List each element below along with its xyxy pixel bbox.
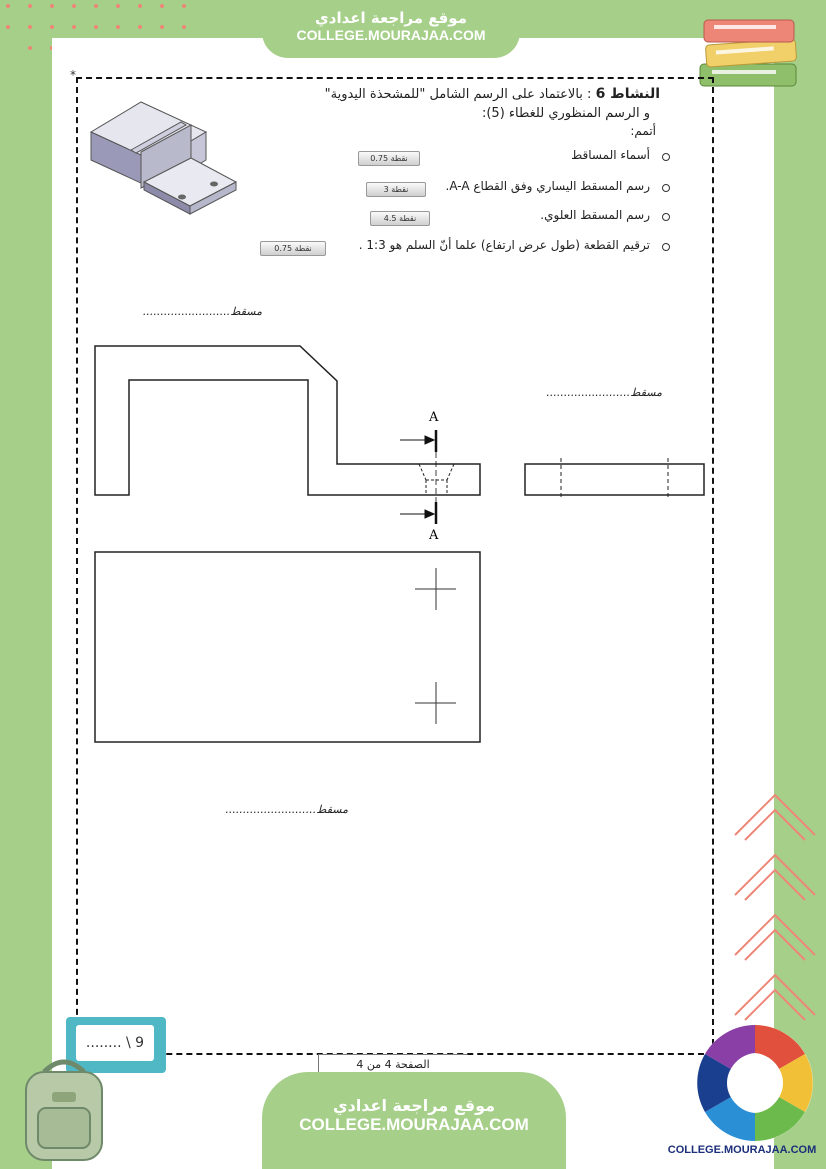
- view-label-right: مسقط........................: [546, 386, 662, 399]
- item-2-points-badge: 3 نقطة: [366, 182, 426, 197]
- footer-site-url[interactable]: COLLEGE.MOURAJAA.COM: [299, 1115, 529, 1134]
- score-text: ........ \ 9: [76, 1025, 154, 1061]
- top-view-outline: [95, 552, 480, 742]
- backpack-icon: [14, 1052, 114, 1164]
- subjects-wheel-logo: [694, 1022, 816, 1144]
- item-4-text: ترقيم القطعة (طول عرض ارتفاع) علما أنّ السلم هو 1:3 .: [358, 238, 650, 252]
- activity-title: النشاط 6: [595, 86, 660, 102]
- hole-centre-marks: [415, 568, 456, 724]
- activity-complete: أتمم:: [630, 124, 656, 138]
- view-label-front: مسقط.........................: [142, 305, 262, 318]
- activity-intro: : بالاعتماد على الرسم الشامل "للمشحذة اليدوية": [324, 87, 592, 102]
- activity-intro-2: و الرسم المنظوري للغطاء (5):: [481, 106, 650, 121]
- section-letter-bottom: A: [429, 528, 439, 543]
- page-number-label: الصفحة 4 من 4: [318, 1054, 467, 1076]
- view-label-top: مسقط..........................: [225, 803, 348, 816]
- footer-logo-url[interactable]: COLLEGE.MOURAJAA.COM: [667, 1144, 817, 1156]
- item-4-points-badge: 0.75 نقطة: [260, 241, 326, 256]
- item-3-points-badge: 4.5 نقطة: [370, 211, 430, 226]
- item-3-text: رسم المسقط العلوي.: [540, 208, 650, 222]
- hidden-hole-lines: [419, 464, 454, 495]
- item-1-points-badge: 0.75 نقطة: [358, 151, 420, 166]
- footer-tab: [262, 1072, 566, 1169]
- footer-site-arabic: موقع مراجعة اعدادي: [332, 1096, 496, 1115]
- header-site-url[interactable]: COLLEGE.MOURAJAA.COM: [296, 27, 486, 43]
- section-letter-top: A: [429, 410, 439, 425]
- item-1-text: أسماء المساقط: [571, 148, 650, 162]
- item-2-text: رسم المسقط اليساري وفق القطاع A-A.: [445, 179, 650, 193]
- chevron-decoration-icon: [730, 790, 820, 1030]
- section-line-a-a: [400, 430, 436, 524]
- corner-mark: *: [70, 68, 76, 82]
- front-view-outline: [95, 346, 480, 495]
- header-site-arabic: موقع مراجعة اعدادي: [315, 9, 467, 27]
- side-view-outline: [525, 464, 704, 495]
